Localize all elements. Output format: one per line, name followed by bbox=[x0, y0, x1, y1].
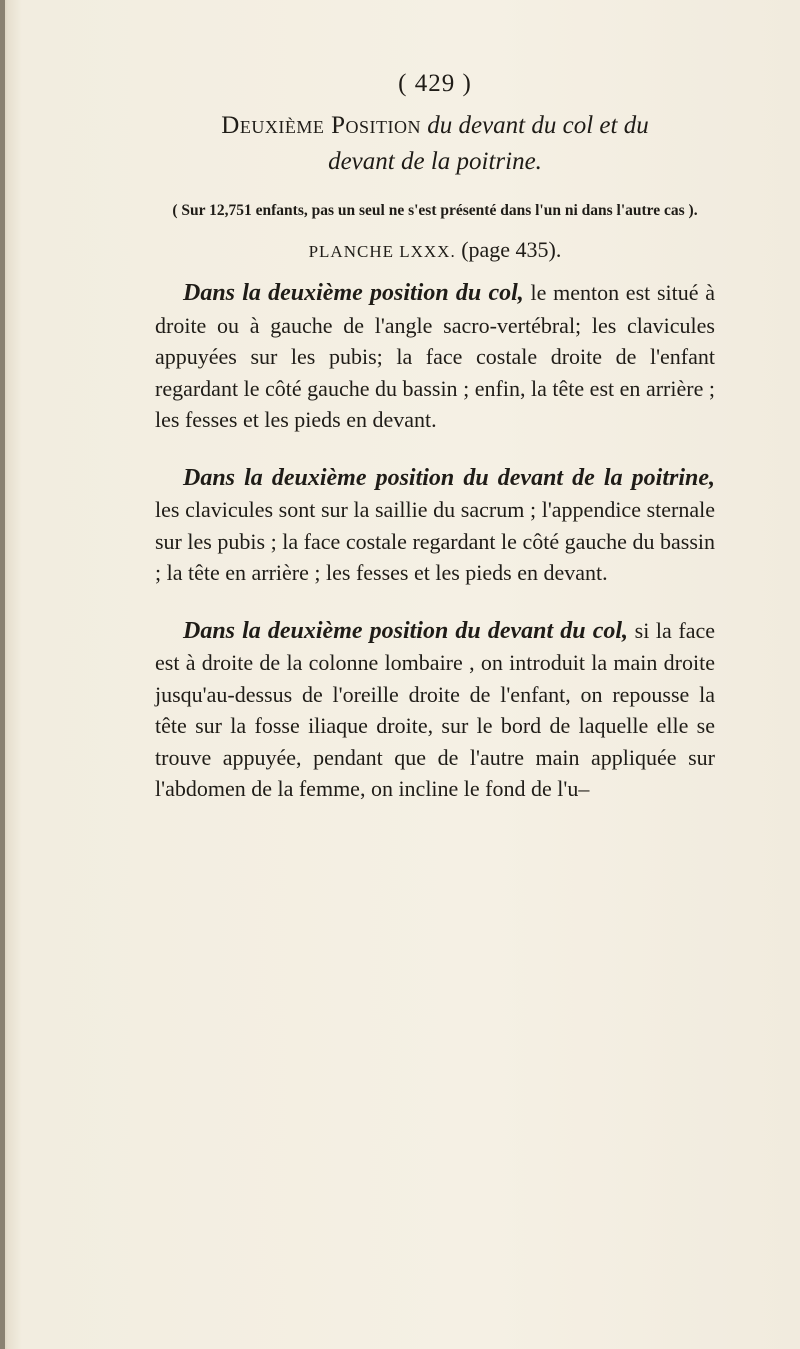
paragraph-2-text: les clavicules sont sur la saillie du sacrum ; l'appendice sternale sur les pubis ; la face costale regardant le côté gauche du bassin ; la tête en arrière ; les fesses et les pieds en devant. bbox=[155, 497, 715, 585]
book-spine-edge bbox=[0, 0, 5, 1349]
heading-italic-1: du devant du col et du bbox=[427, 112, 649, 139]
section-heading bbox=[155, 108, 715, 180]
page-content bbox=[155, 70, 715, 831]
page-number: ( 429 ) bbox=[398, 70, 472, 97]
plate-reference bbox=[155, 237, 715, 263]
paragraph-2-lead: Dans la deuxième position du devant de la poitrine, bbox=[183, 464, 715, 491]
paragraph-1-text: le menton est situé à droite ou à gauche de l'angle sacro-vertébral; les clavicules appuyées sur les pubis; la face costale droite de l'enfant regardant le côté gauche du bassin ; enfin, la tête est en arrière ; les fesses et les pieds en devant. bbox=[155, 280, 715, 432]
plate-label: PLANCHE LXXX. bbox=[308, 242, 456, 261]
heading-caps: Deuxième Position bbox=[221, 112, 421, 139]
plate-page-ref: (page 435). bbox=[461, 237, 562, 262]
statistics-note: ( Sur 12,751 enfants, pas un seul ne s'est présenté dans l'un ni dans l'autre cas ). bbox=[172, 202, 698, 219]
paragraph-3 bbox=[155, 615, 715, 805]
paragraph-1 bbox=[155, 277, 715, 436]
paragraph-3-lead: Dans la deuxième position du devant du col, bbox=[183, 617, 629, 644]
paragraph-3-text: si la face est à droite de la colonne lombaire , on introduit la main droite jusqu'au-dessus de l'oreille droite de l'enfant, on repousse la tête sur la fosse iliaque droite, sur le bord de laquelle elle se trouve appuyée, pendant que de l'autre main appliquée sur l'abdomen de la femme, on incline le fond de l'u– bbox=[155, 617, 716, 801]
paragraph-1-lead: Dans la deuxième position du col, bbox=[183, 280, 524, 306]
heading-italic-2: devant de la poitrine. bbox=[328, 148, 542, 175]
paragraph-2 bbox=[155, 462, 715, 589]
